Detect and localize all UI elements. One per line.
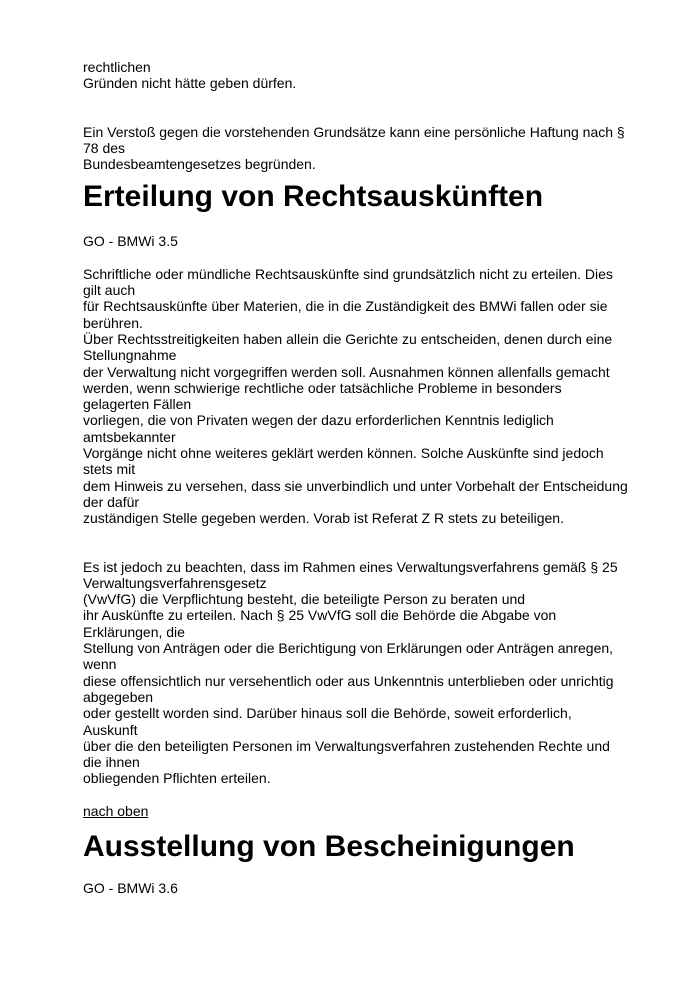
text-line: (VwVfG) die Verpflichtung besteht, die beteiligte Person zu beraten und (83, 591, 526, 608)
section-heading-rechtsauskuenfte: Erteilung von Rechtsauskünften (83, 180, 544, 214)
text-line: gelagerten Fällen (83, 396, 192, 413)
intro-paragraph (83, 59, 643, 92)
text-line: berühren. (83, 314, 143, 331)
text-line: 78 des (83, 139, 126, 156)
text-line: vorliegen, die von Privaten wegen der dazu erforderlichen Kenntnis lediglich (83, 412, 554, 429)
text-line: dem Hinweis zu versehen, dass sie unverbindlich und unter Vorbehalt der Entscheidung (83, 477, 628, 494)
text-line: der Verwaltung nicht vorgegriffen werden soll. Ausnahmen können allenfalls gemacht (83, 363, 610, 380)
text-line: für Rechtsauskünfte über Materien, die in die Zuständigkeit des BMWi fallen oder sie (83, 298, 608, 315)
text-line: Über Rechtsstreitigkeiten haben allein die Gerichte zu entscheiden, denen durch eine (83, 330, 613, 347)
paragraph-rechtsauskuenfte (83, 266, 643, 527)
text-line: diese offensichtlich nur versehentlich oder aus Unkenntnis unterblieben oder unrichtig (83, 672, 614, 689)
text-line: Verwaltungsverfahrensgesetz (83, 574, 267, 591)
text-line: Auskunft (83, 721, 138, 738)
text-line: wenn (83, 656, 117, 673)
back-to-top-link[interactable]: nach oben (83, 802, 149, 819)
text-line: Stellungnahme (83, 347, 177, 364)
paragraph-verwaltungsverfahren (83, 559, 643, 787)
text-line: rechtlichen (83, 59, 151, 75)
text-line: Erklärungen, die (83, 623, 185, 640)
text-line: Stellung von Anträgen oder die Berichtigung von Erklärungen oder Anträgen anregen, (83, 640, 614, 657)
text-line: werden, wenn schwierige rechtliche oder tatsächliche Probleme in besonders (83, 379, 562, 396)
text-line: stets mit (83, 461, 136, 478)
text-line: abgegeben (83, 688, 154, 705)
text-line: Bundesbeamtengesetzes begründen. (83, 156, 316, 173)
liability-paragraph (83, 124, 643, 173)
text-line: zuständigen Stelle gegeben werden. Vorab ist Referat Z R stets zu beteiligen. (83, 510, 564, 527)
text-line: ihr Auskünfte zu erteilen. Nach § 25 VwVfG soll die Behörde die Abgabe von (83, 607, 557, 624)
text-line: amtsbekannter (83, 428, 176, 445)
text-line: Ein Verstoß gegen die vorstehenden Grundsätze kann eine persönliche Haftung nach § (83, 123, 625, 140)
text-line: über die den beteiligten Personen im Verwaltungsverfahren zustehenden Rechte und (83, 737, 610, 754)
text-line: obliegenden Pflichten erteilen. (83, 770, 271, 787)
section-heading-bescheinigungen: Ausstellung von Bescheinigungen (83, 829, 575, 863)
text-line: Gründen nicht hätte geben dürfen. (83, 75, 297, 92)
text-line: Es ist jedoch zu beachten, dass im Rahmen eines Verwaltungsverfahrens gemäß § 25 (83, 558, 618, 575)
section-reference: GO - BMWi 3.5 (83, 233, 178, 250)
text-line: Vorgänge nicht ohne weiteres geklärt werden können. Solche Auskünfte sind jedoch (83, 445, 604, 462)
text-line: die ihnen (83, 754, 140, 771)
section-reference: GO - BMWi 3.6 (83, 879, 178, 896)
text-line: oder gestellt worden sind. Darüber hinaus soll die Behörde, soweit erforderlich, (83, 705, 572, 722)
text-line: der dafür (83, 493, 140, 510)
document-page (83, 59, 643, 896)
text-line: Schriftliche oder mündliche Rechtsauskünfte sind grundsätzlich nicht zu erteilen. Dies (83, 265, 613, 282)
text-line: gilt auch (83, 282, 136, 299)
